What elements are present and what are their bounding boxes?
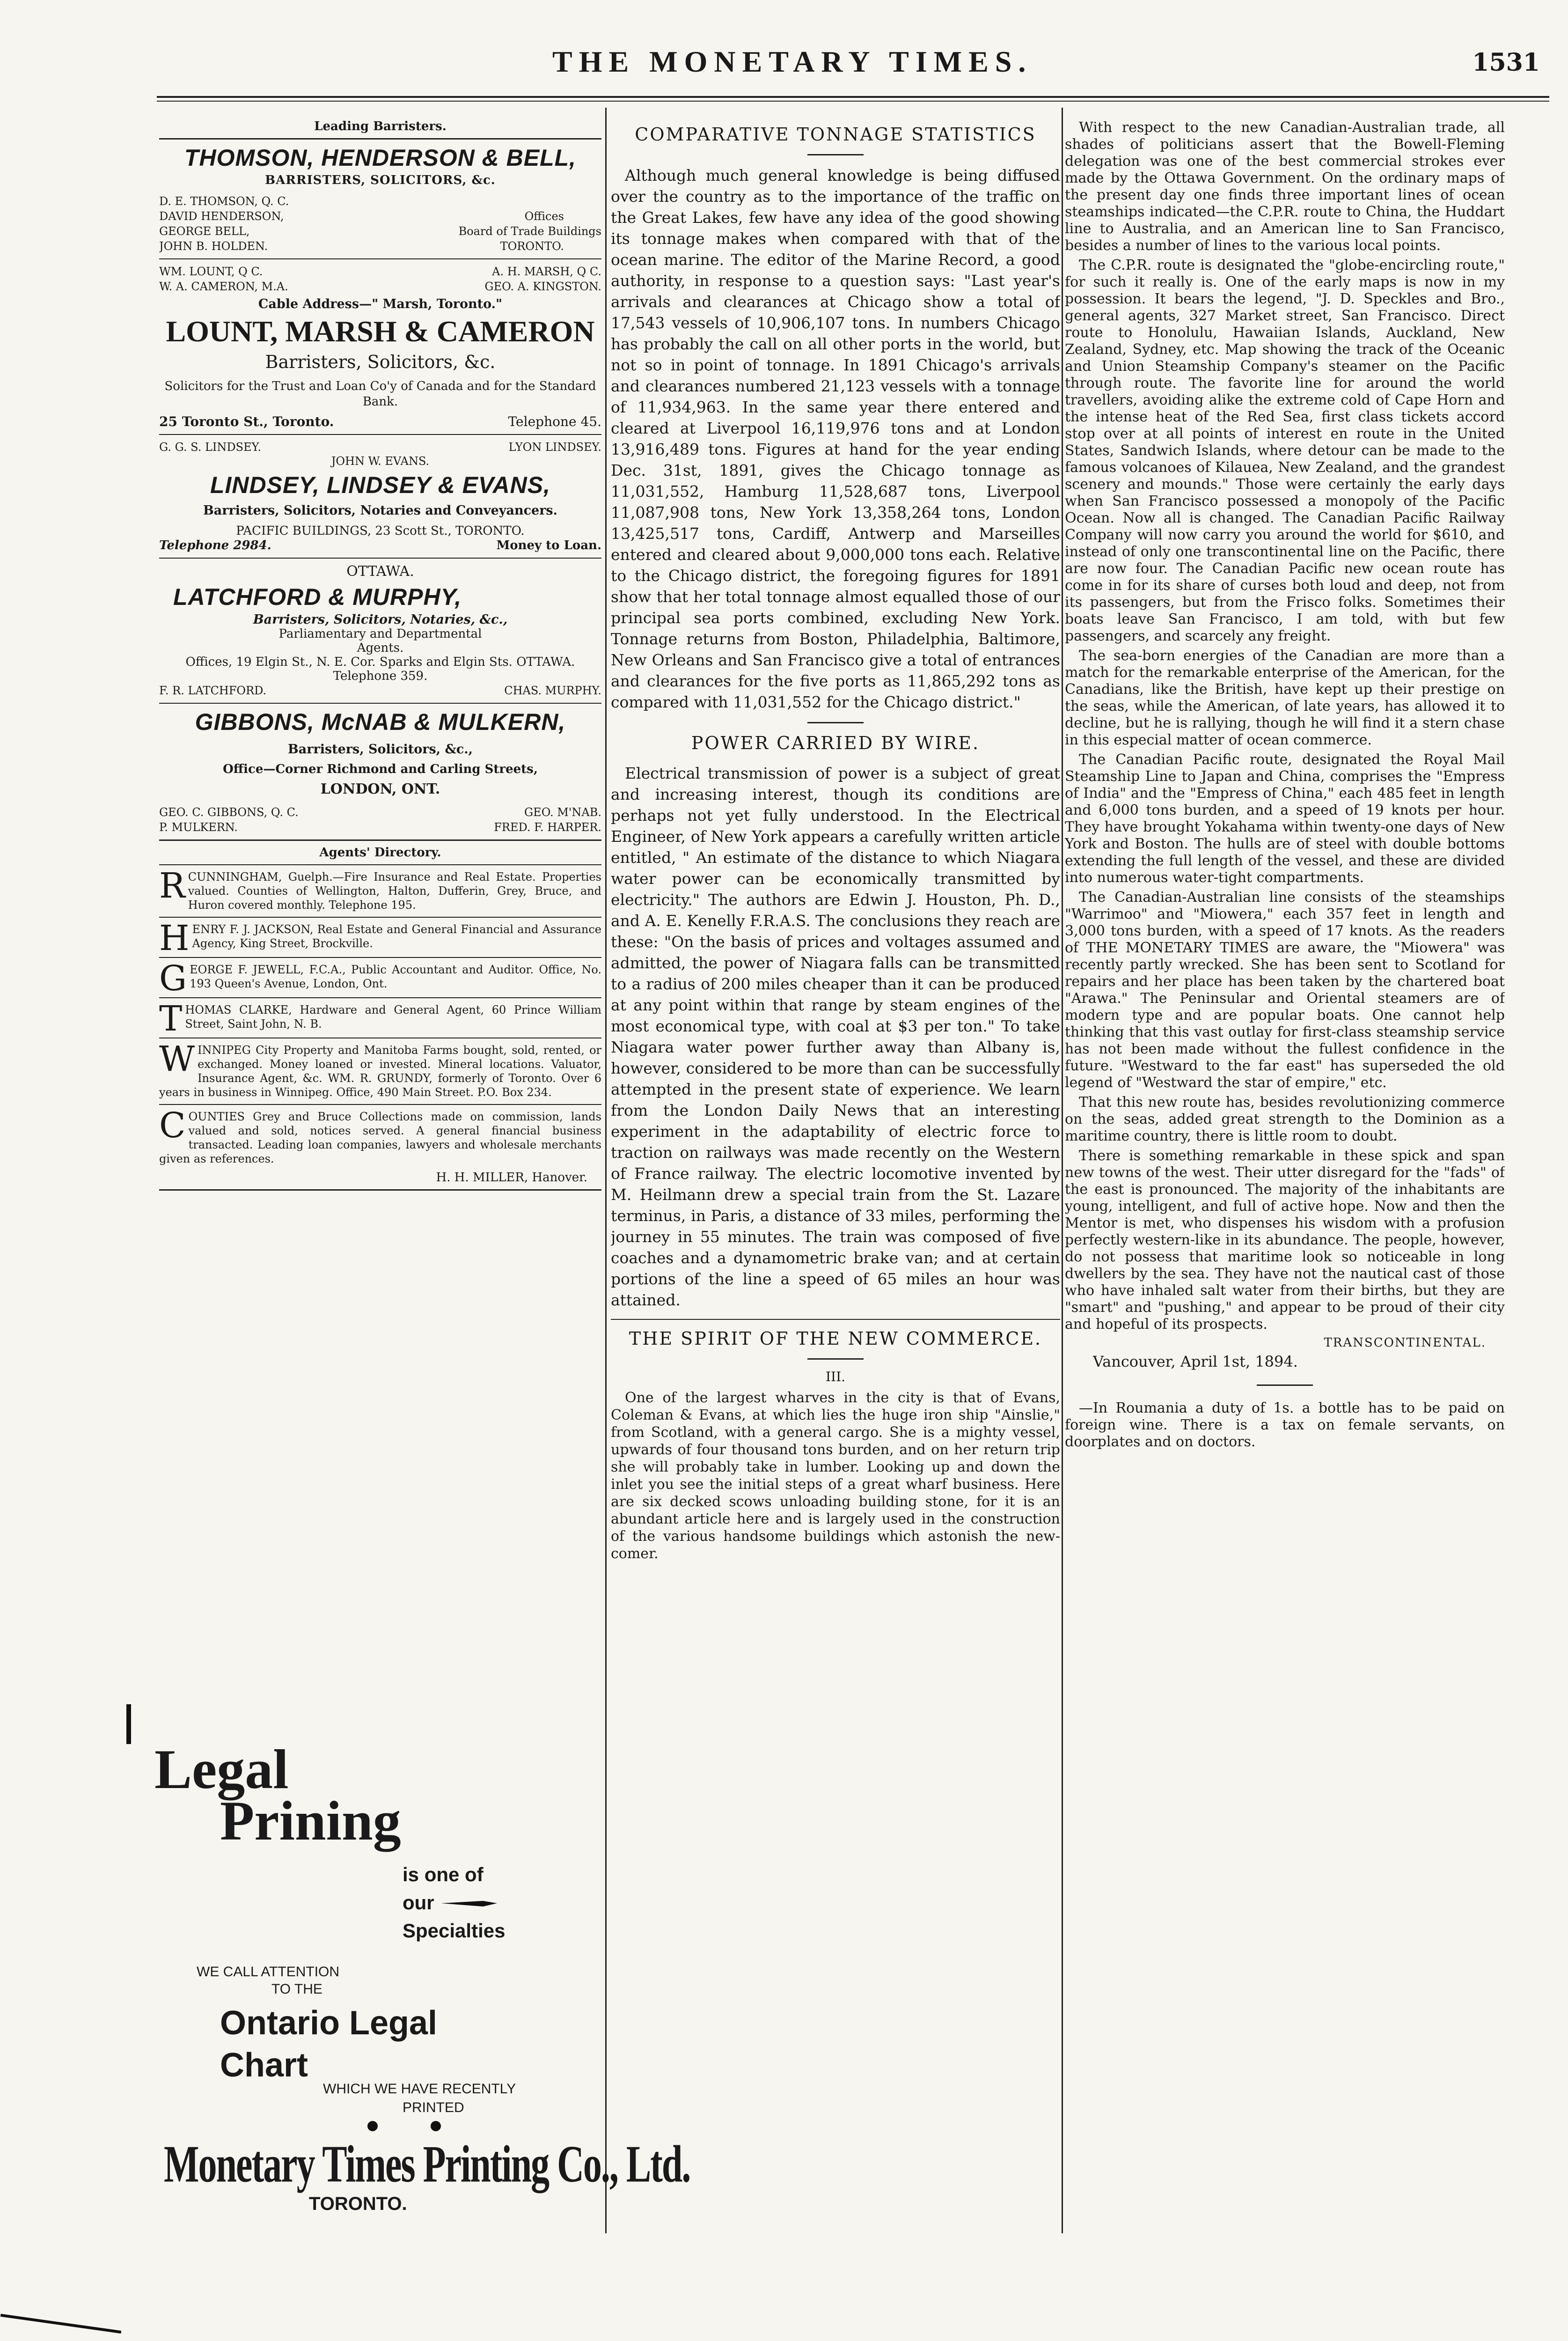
agent-text: INNIPEG City Property and Manitoba Farms bought, sold, rented, or exchanged. Money loaned or invested. Mineral locations. Valuator, Insurance Agent, &c. WM. R. GRUNDY, formerly of Toronto. Over 6 years in business in Winnipeg. Office, 490 Main Street. P.O. Box 234. <box>159 1044 601 1099</box>
firm-offices: Offices, 19 Elgin St., N. E. Cor. Sparks and Elgin Sts. OTTAWA. <box>185 655 575 669</box>
partner-name: A. H. MARSH, Q C. <box>492 265 601 278</box>
drop-cap: T <box>159 999 183 1039</box>
ad-chart-word: Chart <box>220 2047 308 2084</box>
lount-advert <box>159 264 601 429</box>
agent-signature: H. H. MILLER, Hanover. <box>436 1170 587 1185</box>
spirit-title: THE SPIRIT OF THE NEW COMMERCE. <box>629 1328 1042 1349</box>
firm-subtitle: Barristers, Solicitors, &c., <box>287 742 473 757</box>
ad-recently: WHICH WE HAVE RECENTLY <box>323 2081 516 2097</box>
firm-subtitle: BARRISTERS, SOLICITORS, &c. <box>265 173 496 187</box>
dateline: Vancouver, April 1st, 1894. <box>1093 1353 1298 1370</box>
agent-entry <box>159 958 601 999</box>
divider <box>159 1104 601 1105</box>
paragraph: With respect to the new Canadian-Australian trade, all shades of politicians assert that the Bowell-Fleming delegation was one of the best commercial strokes ever made by the Ottawa Government. On the ordinary maps of the present day one finds three important lines of ocean steamships indicated—the C.P.R. route to China, the Huddart line to Australia, and an American line to San Francisco, besides a number of lines to the various local points. <box>1065 119 1505 254</box>
divider <box>159 1189 601 1191</box>
firm-address: PACIFIC BUILDINGS, 23 Scott St., TORONTO. <box>236 524 525 538</box>
roumania-note: —In Roumania a duty of 1s. a bottle has to be paid on foreign wine. There is a tax on female servants, on doorplates and on doctors. <box>1065 1400 1505 1450</box>
divider <box>159 917 601 918</box>
partner-name: JOHN B. HOLDEN. <box>159 240 268 253</box>
divider <box>611 1319 1060 1320</box>
partner-name: GEO. C. GIBBONS, Q. C. <box>159 806 299 819</box>
correspondence-body <box>1065 119 1505 1333</box>
ad-city: TORONTO. <box>309 2194 407 2214</box>
agent-text: EORGE F. JEWELL, F.C.A., Public Accountant and Auditor. Office, No. 193 Queen's Avenue, London, Ont. <box>190 963 601 990</box>
ad-one-of: is one of <box>403 1863 484 1885</box>
partner-name: P. MULKERN. <box>159 821 238 834</box>
firm-subtitle: Barristers, Solicitors, Notaries, &c., <box>253 612 508 627</box>
partner-name: D. E. THOMSON, Q. C. <box>159 195 289 208</box>
drop-cap: H <box>159 918 190 958</box>
legal-printing-advert <box>154 1732 690 2224</box>
firm-name: LOUNT, MARSH & CAMERON <box>166 315 595 348</box>
paragraph: The Canadian Pacific route, designated the Royal Mail Steamship Line to Japan and China, comprises the "Empress of India" and the "Empress of China," each 485 feet in length and 6,000 tons burden, and a speed of 19 knots per hour. They have brought Yokahama within twenty-one days of New York and Boston. The hulls are of steel with double bottoms extending the full length of the vessel, and these are divided into numerous water-tight compartments. <box>1065 751 1505 886</box>
ad-specialties: Specialties <box>403 1920 506 1942</box>
divider <box>159 957 601 958</box>
ad-word-printing: Prining <box>220 1789 401 1852</box>
partner-name: GEORGE BELL, <box>159 225 250 238</box>
partner-name: FRED. F. HARPER. <box>494 821 601 834</box>
agent-entry <box>159 918 601 958</box>
firm-money: Money to Loan. <box>496 538 601 552</box>
partner-name: CHAS. MURPHY. <box>504 684 601 697</box>
offices-city: TORONTO. <box>500 240 564 253</box>
offices-label: Offices <box>524 210 564 223</box>
thomson-advert <box>159 144 601 254</box>
ad-our: our <box>403 1892 434 1914</box>
correspondent-signature: TRANSCONTINENTAL. <box>1324 1336 1486 1350</box>
drop-cap: G <box>159 958 187 999</box>
barristers-column <box>159 119 601 1725</box>
articles-column <box>611 119 1060 2226</box>
agents-directory-title: Agents' Directory. <box>319 846 441 860</box>
agent-entry <box>159 866 601 912</box>
divider <box>159 703 601 704</box>
page-number: 1531 <box>1472 48 1540 77</box>
agent-text: OUNTIES Grey and Bruce Collections made on commission, lands valued and sold, notices served. A general financial business transacted. Leading loan companies, lawyers and wholesale merchants given as references. <box>159 1110 601 1165</box>
ad-attention: WE CALL ATTENTION <box>197 1964 340 1980</box>
spirit-numeral: III. <box>825 1369 846 1384</box>
agent-text: HOMAS CLARKE, Hardware and General Agent, 60 Prince William Street, Saint John, N. B. <box>185 1003 601 1031</box>
agent-text: CUNNINGHAM, Guelph.—Fire Insurance and Real Estate. Properties valued. Counties of Wellington, Halton, Dufferin, Grey, Bruce, and Huron covered monthly. Telephone 195. <box>188 870 601 912</box>
agent-text: ENRY F. J. JACKSON, Real Estate and General Financial and Assurance Agency, King Street, Brockville. <box>192 923 601 950</box>
paragraph: That this new route has, besides revolutionizing commerce on the seas, added great strength to the Dominion as a maritime country, there is little room to doubt. <box>1065 1094 1505 1144</box>
partner-name: JOHN W. EVANS. <box>331 455 430 468</box>
partner-name: DAVID HENDERSON, <box>159 210 284 223</box>
partner-name: W. A. CAMERON, M.A. <box>159 280 288 293</box>
divider <box>159 864 601 865</box>
article-rule <box>1257 1384 1313 1386</box>
ad-attention-to: TO THE <box>271 1981 322 1997</box>
column-divider-right <box>1062 108 1063 2233</box>
firm-name: LINDSEY, LINDSEY & EVANS, <box>210 472 551 498</box>
column-divider-left <box>605 108 607 2233</box>
power-body: Electrical transmission of power is a subject of great and increasing interest, though its conditions are perhaps not yet fully understood. In the Electrical Engineer, of New York appears a carefully written article entitled, " An estimate of the distance to which Niagara water power can be economically transmitted by electricity." The authors are Edwin J. Houston, Ph. D., and A. E. Kenelly F.R.A.S. The conclusions they reach are these: "On the basis of prices and voltages assumed and admitted, the power of Niagara falls can be transmitted to a radius of 200 miles cheaper than it can be produced at any point within that range by steam engines of the most economical type, with coal at $3 per ton." To take Niagara water power further away than Albany is, however, considered to be more than can be successfully attempted in the present state of experience. We learn from the London Daily News that an interesting experiment in the adaptability of electric force to traction on railways was made recently on the Western of France railway. The electric locomotive invented by M. Heilmann drew a special train from the St. Lazare terminus, in Paris, a distance of 33 miles, performing the journey in 55 minutes. The train was composed of five coaches and a dynamometric brake van; and at certain portions of the line a speed of 65 miles an hour was attained. <box>611 764 1060 1309</box>
firm-name: THOMSON, HENDERSON & BELL, <box>184 145 577 171</box>
firm-city: OTTAWA. <box>346 563 414 580</box>
partner-name: WM. LOUNT, Q C. <box>159 265 263 278</box>
firm-telephone: Telephone 45. <box>508 414 601 429</box>
gibbons-advert <box>159 708 601 835</box>
power-title: POWER CARRIED BY WIRE. <box>691 733 980 753</box>
agent-entry <box>159 1105 601 1166</box>
article-rule <box>807 722 864 723</box>
partner-name: LYON LINDSEY. <box>508 441 601 454</box>
drop-cap: W <box>159 1039 195 1079</box>
firm-office: Office—Corner Richmond and Carling Streets, <box>223 762 538 776</box>
tonnage-title: COMPARATIVE TONNAGE STATISTICS <box>635 124 1036 145</box>
partner-name: G. G. S. LINDSEY. <box>159 441 261 454</box>
lindsey-advert <box>159 440 601 553</box>
tonnage-body: Although much general knowledge is being diffused over the country as to the importance of the traffic on the Great Lakes, few have any idea of the good showing its tonnage makes when compared with that of the ocean marine. The editor of the Marine Record, a good authority, in response to a question says: "Last year's arrivals and clearances at Chicago show a total of 17,543 vessels of 10,906,107 tons. In numbers Chicago has probably the call on all other ports in the world, but not so in point of tonnage. In 1891 Chicago's arrivals and clearances numbered 21,123 vessels with a tonnage of 11,934,963. In the same year there entered and cleared at Liverpool 16,119,976 tons and at London 13,916,489 tons. Figures at hand for the year ending Dec. 31st, 1891, gives the Chicago tonnage as 11,031,552, Hamburg 11,528,687 tons, Liverpool 11,087,908 tons, New York 13,358,264 tons, London 13,425,517 tons, Cardiff, Antwerp and Marseilles entered and cleared about 9,000,000 tons each. Relative to the Chicago district, the foregoing figures for 1891 show that her total tonnage almost equalled those of our principal sea ports combined, excluding New York. Tonnage returns from Boston, Philadelphia, Baltimore, New Orleans and San Francisco give a total of entrances and clearances for the five ports as 11,865,292 tons as compared with 11,031,552 for the Chicago district." <box>611 166 1060 711</box>
title-rule <box>807 154 864 155</box>
firm-subtitle: Barristers, Solicitors, Notaries and Conveyancers. <box>203 503 558 518</box>
partner-name: GEO. A. KINGSTON. <box>484 280 601 293</box>
bullet-icon <box>431 2121 441 2131</box>
firm-city: LONDON, ONT. <box>320 781 440 797</box>
title-rule <box>807 1358 864 1360</box>
partner-name: GEO. M'NAB. <box>524 806 601 819</box>
ad-word-legal: Legal <box>154 1738 289 1800</box>
agents-directory <box>159 866 601 1166</box>
paragraph: There is something remarkable in these spick and span new towns of the west. Their utter disregard for the "fads" of the east is pronounced. The majority of the inhabitants are young, intelligent, and full of active hope. Now and then the Mentor is met, who dispenses his wisdom with a profusion perfectly western-like in its abundance. The people, however, do not possess that maritime look so noticeable in long dwellers by the sea. They have not the nautical cast of those who have inhaled salt water from their births, but they are "smart" and "pushing," and appear to be proud of their city and hopeful of its prospects. <box>1065 1148 1505 1332</box>
cable-address: Cable Address—" Marsh, Toronto." <box>258 297 503 311</box>
divider <box>159 839 601 841</box>
paragraph: The sea-born energies of the Canadian are more than a match for the remarkable enterprise of the American, for the Canadians, like the British, have kept up their prestige on the seas, while the American, of late years, has allowed it to decline, but he is rallying, though he will find it a stern chase in this especial matter of ocean commerce. <box>1065 648 1505 748</box>
paragraph: The Canadian-Australian line consists of the steamships "Warrimoo" and "Miowera," each 357 feet in length and 3,000 tons burden, with a speed of 17 knots. As the readers of THE MONETARY TIMES are aware, the "Miowera" was recently partly wrecked. She has been sent to Scotland for repairs and her place has been taken by the chartered boat "Arawa." The Peninsular and Oriental steamers are of modern type and are popular boats. One cannot help thinking that this vast outlay for first-class steamship service has not been made without the fullest confidence in the future. "Westward to the far east" has superseded the old legend of "Westward the star of empire," etc. <box>1065 889 1505 1091</box>
firm-agents: Parliamentary and Departmental Agents. <box>278 627 482 655</box>
firm-name: GIBBONS, McNAB & MULKERN, <box>195 709 566 735</box>
header-rule-thin <box>157 101 1549 102</box>
margin-mark <box>0 2314 121 2334</box>
margin-mark <box>126 1704 131 1744</box>
paragraph: The C.P.R. route is designated the "globe-encircling route," for such it really is. One of the early maps is now in my possession. It bears the legend, "J. D. Speckles and Bro., general agents, 327 Market street, San Francisco. Direct route to Honolulu, Hawaiian Islands, Auckland, New Zealand, Sydney, etc. Map showing the track of the Oceanic and Union Steamship Company's steamer on the Pacific through route. The favorite line for around the world travellers, avoiding alike the extreme cold of Cape Horn and the intense heat of the Red Sea, first class tickets accord stop over at all points of interest en route in the United States, Sandwich Islands, where detour can be made to the famous volcanoes of Kilauea, New Zealand, and the grandest scenery and mounds." Those were certainly the early days when San Francisco possessed a monopoly of the Pacific Ocean. Now all is changed. The Canadian Pacific Railway Company will now carry you around the world for $610, and instead of only one transcontinental line on the Pacific, there are now four. The Canadian Pacific new ocean route has come in for its share of curses both loud and deep, not from its passengers, but from the Frisco folks. Sometimes their boats leave San Francisco, I am told, with but few passengers, and scarcely any freight. <box>1065 257 1505 644</box>
divider <box>159 997 601 998</box>
ad-chart-title: Ontario Legal <box>220 2004 438 2042</box>
firm-name: LATCHFORD & MURPHY, <box>173 584 462 610</box>
drop-cap: R <box>159 866 185 906</box>
firm-description: Solicitors for the Trust and Loan Co'y of Canada and for the Standard Bank. <box>164 379 596 409</box>
firm-address: 25 Toronto St., Toronto. <box>159 414 334 429</box>
page-header <box>154 44 1540 87</box>
running-title: THE MONETARY TIMES. <box>552 45 1033 78</box>
pointing-arrow-icon <box>441 1896 497 1910</box>
divider <box>159 258 601 259</box>
section-title: Leading Barristers. <box>314 119 447 133</box>
bullet-icon <box>367 2121 378 2131</box>
firm-telephone: Telephone 2984. <box>159 538 271 552</box>
agent-entry <box>159 999 601 1039</box>
drop-cap: C <box>159 1105 186 1146</box>
divider <box>159 138 601 140</box>
divider <box>159 558 601 559</box>
ad-company: Monetary Times Printing Co., Ltd. <box>164 2135 690 2194</box>
agent-entry <box>159 1039 601 1099</box>
firm-telephone: Telephone 359. <box>333 669 428 683</box>
firm-subtitle: Barristers, Solicitors, &c. <box>265 352 496 372</box>
offices-place: Board of Trade Buildings <box>458 225 601 238</box>
latchford-advert <box>159 563 601 698</box>
correspondence-column <box>1065 119 1505 2226</box>
spirit-body: One of the largest wharves in the city is that of Evans, Coleman & Evans, at which lies the huge iron ship "Ainslie," from Scotland, with a general cargo. She is a mighty vessel, upwards of four thousand tons burden, and on her return trip she will probably take in lumber. Looking up and down the inlet you see the initial steps of a great wharf business. Here are six decked scows unloading building stone, for it is an abundant article here and is largely used in the construction of the various handsome buildings which astonish the new-comer. <box>611 1390 1060 1562</box>
partner-name: F. R. LATCHFORD. <box>159 684 267 697</box>
ad-printed: PRINTED <box>403 2100 464 2115</box>
divider <box>159 434 601 435</box>
header-rule <box>157 96 1549 98</box>
